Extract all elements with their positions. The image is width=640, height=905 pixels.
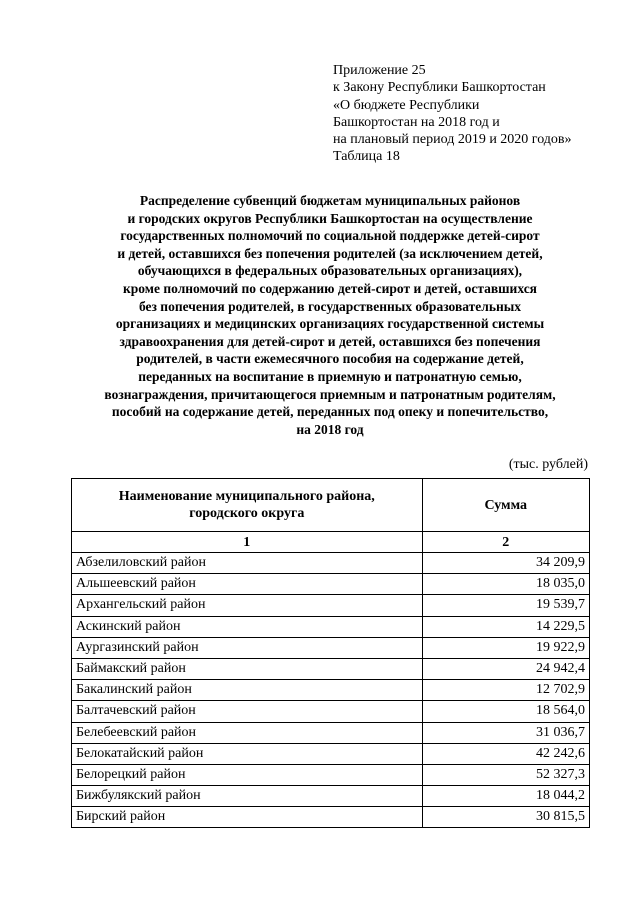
subsidy-table (71, 478, 590, 828)
appendix-line: «О бюджете Республики (333, 97, 480, 113)
title-line: обучающихся в федеральных образовательных организациях), (137, 263, 523, 279)
district-sum: 42 242,6 (422, 743, 589, 764)
title-line: государственных полномочий по социальной поддержке детей-сирот (120, 228, 540, 244)
district-sum: 19 922,9 (422, 637, 589, 658)
district-sum: 31 036,7 (422, 722, 589, 743)
district-sum: 18 564,0 (422, 701, 589, 722)
district-name: Белокатайский район (72, 743, 423, 764)
title-line: на 2018 год (296, 421, 364, 437)
district-sum: 30 815,5 (422, 807, 589, 828)
district-name: Архангельский район (72, 595, 423, 616)
column-number-row (72, 532, 590, 553)
title-line: родителей, в части ежемесячного пособия на содержание детей, (136, 351, 524, 367)
title-line: переданных на воспитание в приемную и патронатную семью, (138, 368, 522, 384)
district-sum: 19 539,7 (422, 595, 589, 616)
district-sum: 24 942,4 (422, 658, 589, 679)
title-line: без попечения родителей, в государственных образовательных (138, 298, 522, 314)
district-name: Бижбулякский район (72, 786, 423, 807)
units-label: (тыс. рублей) (508, 457, 588, 472)
column-header-name (72, 479, 423, 532)
table-row (72, 743, 590, 764)
district-name: Абзелиловский район (72, 553, 423, 574)
title-line: организациях и медицинских организациях государственной системы (115, 316, 545, 332)
table-row (72, 807, 590, 828)
district-name: Баймакский район (72, 658, 423, 679)
title-line: кроме полномочий по содержанию детей-сирот и детей, оставшихся (123, 280, 537, 296)
column-header-sum: Сумма (422, 479, 589, 532)
title-line: вознаграждения, причитающегося приемным и патронатным родителям, (104, 386, 556, 402)
table-row (72, 658, 590, 679)
appendix-line: на плановый период 2019 и 2020 годов» (333, 132, 572, 148)
appendix-line: Башкортостан на 2018 год и (333, 114, 500, 130)
table-row (72, 786, 590, 807)
district-sum: 18 044,2 (422, 786, 589, 807)
table-row (72, 637, 590, 658)
column-header-name-line1: Наименование муниципального района, (118, 489, 375, 504)
table-row (72, 680, 590, 701)
table-row (72, 616, 590, 637)
district-name: Бакалинский район (72, 680, 423, 701)
table-row (72, 553, 590, 574)
title-line: здравоохранения для детей-сирот и детей, оставшихся без попечения (119, 333, 541, 349)
title-line: и детей, оставшихся без попечения родителей (за исключением детей, (117, 245, 543, 261)
table-row (72, 574, 590, 595)
district-name: Аургазинский район (72, 637, 423, 658)
district-sum: 18 035,0 (422, 574, 589, 595)
column-number-1: 1 (72, 532, 423, 553)
district-name: Белорецкий район (72, 764, 423, 785)
document-title (50, 192, 610, 438)
district-name: Альшеевский район (72, 574, 423, 595)
title-line: и городских округов Республики Башкортостан на осуществление (127, 210, 533, 226)
table-row (72, 722, 590, 743)
district-name: Балтачевский район (72, 701, 423, 722)
appendix-header (333, 62, 572, 166)
table-header-row (72, 479, 590, 532)
district-sum: 52 327,3 (422, 764, 589, 785)
table-row (72, 701, 590, 722)
title-line: пособий на содержание детей, переданных под опеку и попечительство, (111, 404, 549, 420)
district-sum: 14 229,5 (422, 616, 589, 637)
appendix-line: к Закону Республики Башкортостан (333, 80, 546, 96)
appendix-line: Приложение 25 (333, 63, 426, 78)
appendix-table-number: Таблица 18 (333, 149, 400, 165)
column-header-name-line2: городского округа (189, 506, 305, 521)
district-name: Аскинский район (72, 616, 423, 637)
column-number-2: 2 (422, 532, 589, 553)
district-name: Белебеевский район (72, 722, 423, 743)
district-name: Бирский район (72, 807, 423, 828)
district-sum: 12 702,9 (422, 680, 589, 701)
table-row (72, 764, 590, 785)
title-line: Распределение субвенций бюджетам муниципальных районов (139, 193, 521, 208)
district-sum: 34 209,9 (422, 553, 589, 574)
table-row (72, 595, 590, 616)
